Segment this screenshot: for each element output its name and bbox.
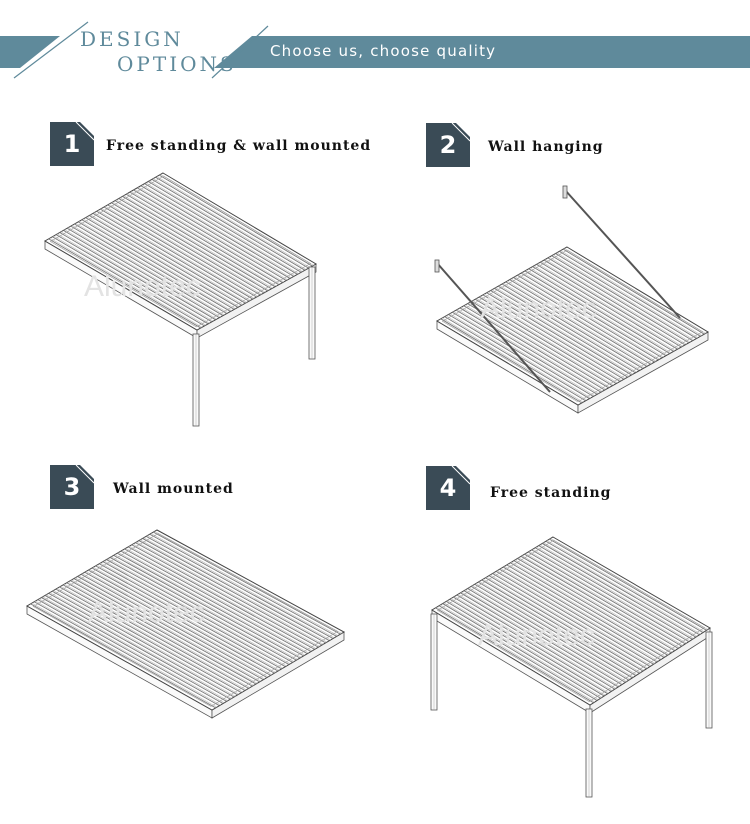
option-4-number: 4: [439, 474, 457, 502]
wall-bracket-left: [435, 260, 439, 272]
option-2-number: 2: [439, 131, 457, 159]
option-1-number: 1: [63, 130, 81, 158]
pergola-4-drawing: [431, 537, 712, 797]
title-line-2: OPTIONS: [117, 52, 237, 76]
option-3-number: 3: [63, 473, 81, 501]
option-1-label: Free standing & wall mounted: [106, 138, 372, 154]
watermark-2: Alunotec: [480, 292, 597, 325]
option-2-label: Wall hanging: [488, 139, 604, 155]
option-3-label: Wall mounted: [113, 481, 234, 497]
title-line-1: DESIGN: [80, 27, 184, 51]
watermark-4: Alunotec: [478, 619, 595, 652]
watermark-3: Alunotec: [88, 596, 205, 629]
wall-bracket-right: [563, 186, 567, 198]
option-4-label: Free standing: [490, 485, 612, 501]
watermark-1: Alunotec: [84, 270, 201, 303]
tagline: Choose us, choose quality: [270, 42, 497, 60]
